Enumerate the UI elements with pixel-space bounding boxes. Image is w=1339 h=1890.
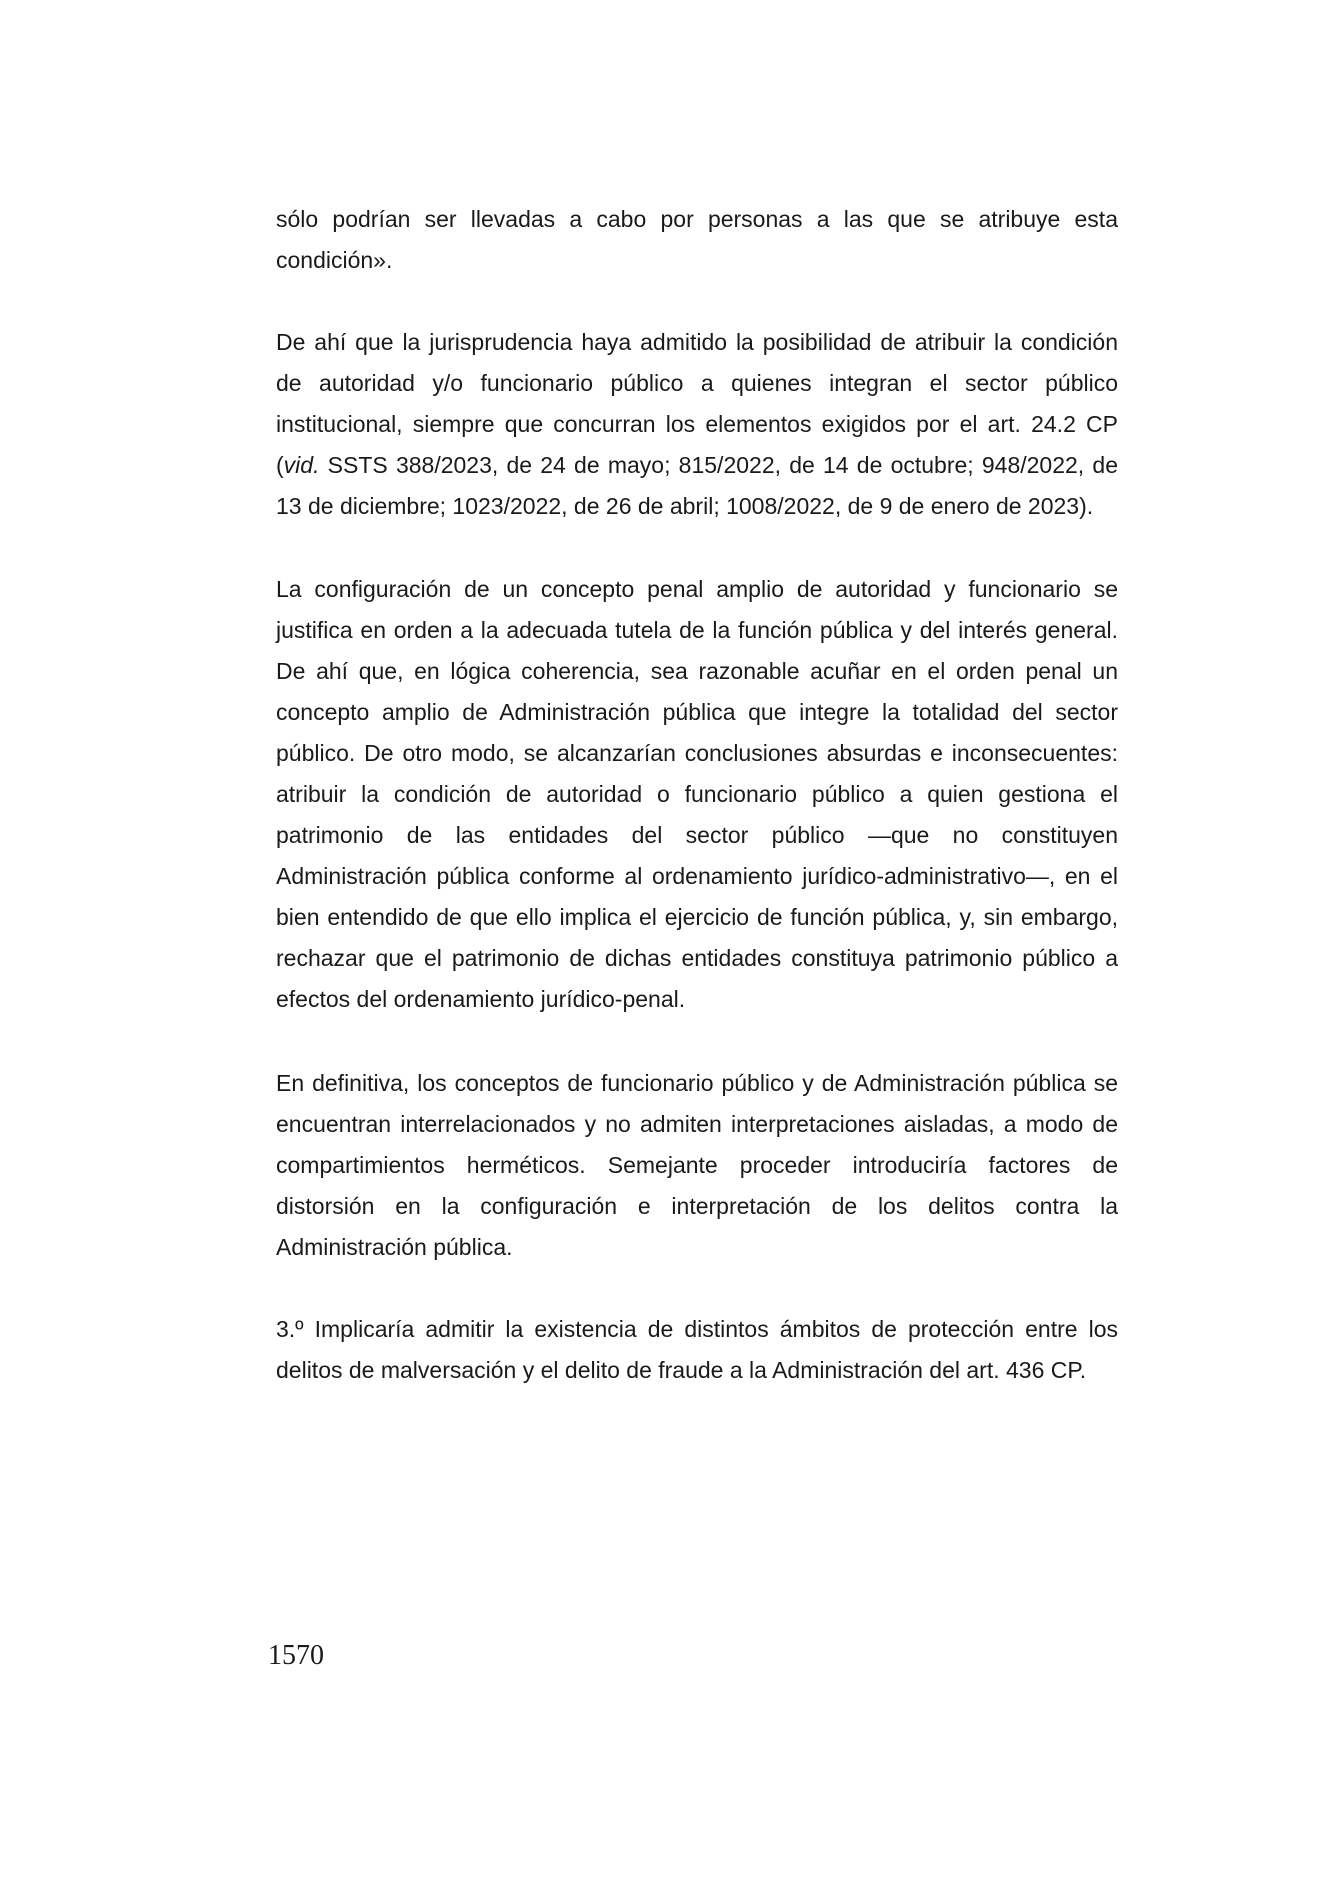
- paragraph-2-text-end: SSTS 388/2023, de 24 de mayo; 815/2022, de 14 de octubre; 948/2022, de 13 de diciembre; 1023/2022, de 26 de abril; 1008/2022, de 9 de enero de 2023).: [276, 452, 1118, 519]
- page-number: 1570: [268, 1640, 324, 1671]
- paragraph-1: [276, 199, 1118, 281]
- paragraph-4: [276, 1063, 1118, 1268]
- paragraph-1-text: sólo podrían ser llevadas a cabo por personas a las que se atribuye esta condición».: [276, 206, 1118, 273]
- paragraph-4-text: En definitiva, los conceptos de funcionario público y de Administración pública se encuentran interrelacionados y no admiten interpretaciones aisladas, a modo de compartimientos herméticos. Semejante proceder introduciría factores de distorsión en la configuración e interpretación de los delitos contra la Administración pública.: [276, 1070, 1118, 1260]
- paragraph-2-text-start: De ahí que la jurisprudencia haya admitido la posibilidad de atribuir la condición de autoridad y/o funcionario público a quienes integran el sector público institucional, siempre que concurran los elementos exigidos por el art. 24.2 CP (: [276, 329, 1118, 478]
- paragraph-5-text: 3.º Implicaría admitir la existencia de distintos ámbitos de protección entre los delitos de malversación y el delito de fraude a la Administración del art. 436 CP.: [276, 1316, 1118, 1383]
- paragraph-3-text: La configuración de un concepto penal amplio de autoridad y funcionario se justifica en orden a la adecuada tutela de la función pública y del interés general. De ahí que, en lógica coherencia, sea razonable acuñar en el orden penal un concepto amplio de Administración pública que integre la totalidad del sector público. De otro modo, se alcanzarían conclusiones absurdas e inconsecuentes: atribuir la condición de autoridad o funcionario público a quien gestiona el patrimonio de las entidades del sector público —que no constituyen Administración pública conforme al ordenamiento jurídico-administrativo—, en el bien entendido de que ello implica el ejercicio de función pública, y, sin embargo, rechazar que el patrimonio de dichas entidades constituya patrimonio público a efectos del ordenamiento jurídico-penal.: [276, 576, 1118, 1012]
- paragraph-3: [276, 569, 1118, 1020]
- paragraph-2: [276, 322, 1118, 527]
- paragraph-2-text: [276, 322, 1118, 527]
- paragraph-5: [276, 1309, 1118, 1391]
- vid-abbreviation: vid.: [283, 452, 320, 478]
